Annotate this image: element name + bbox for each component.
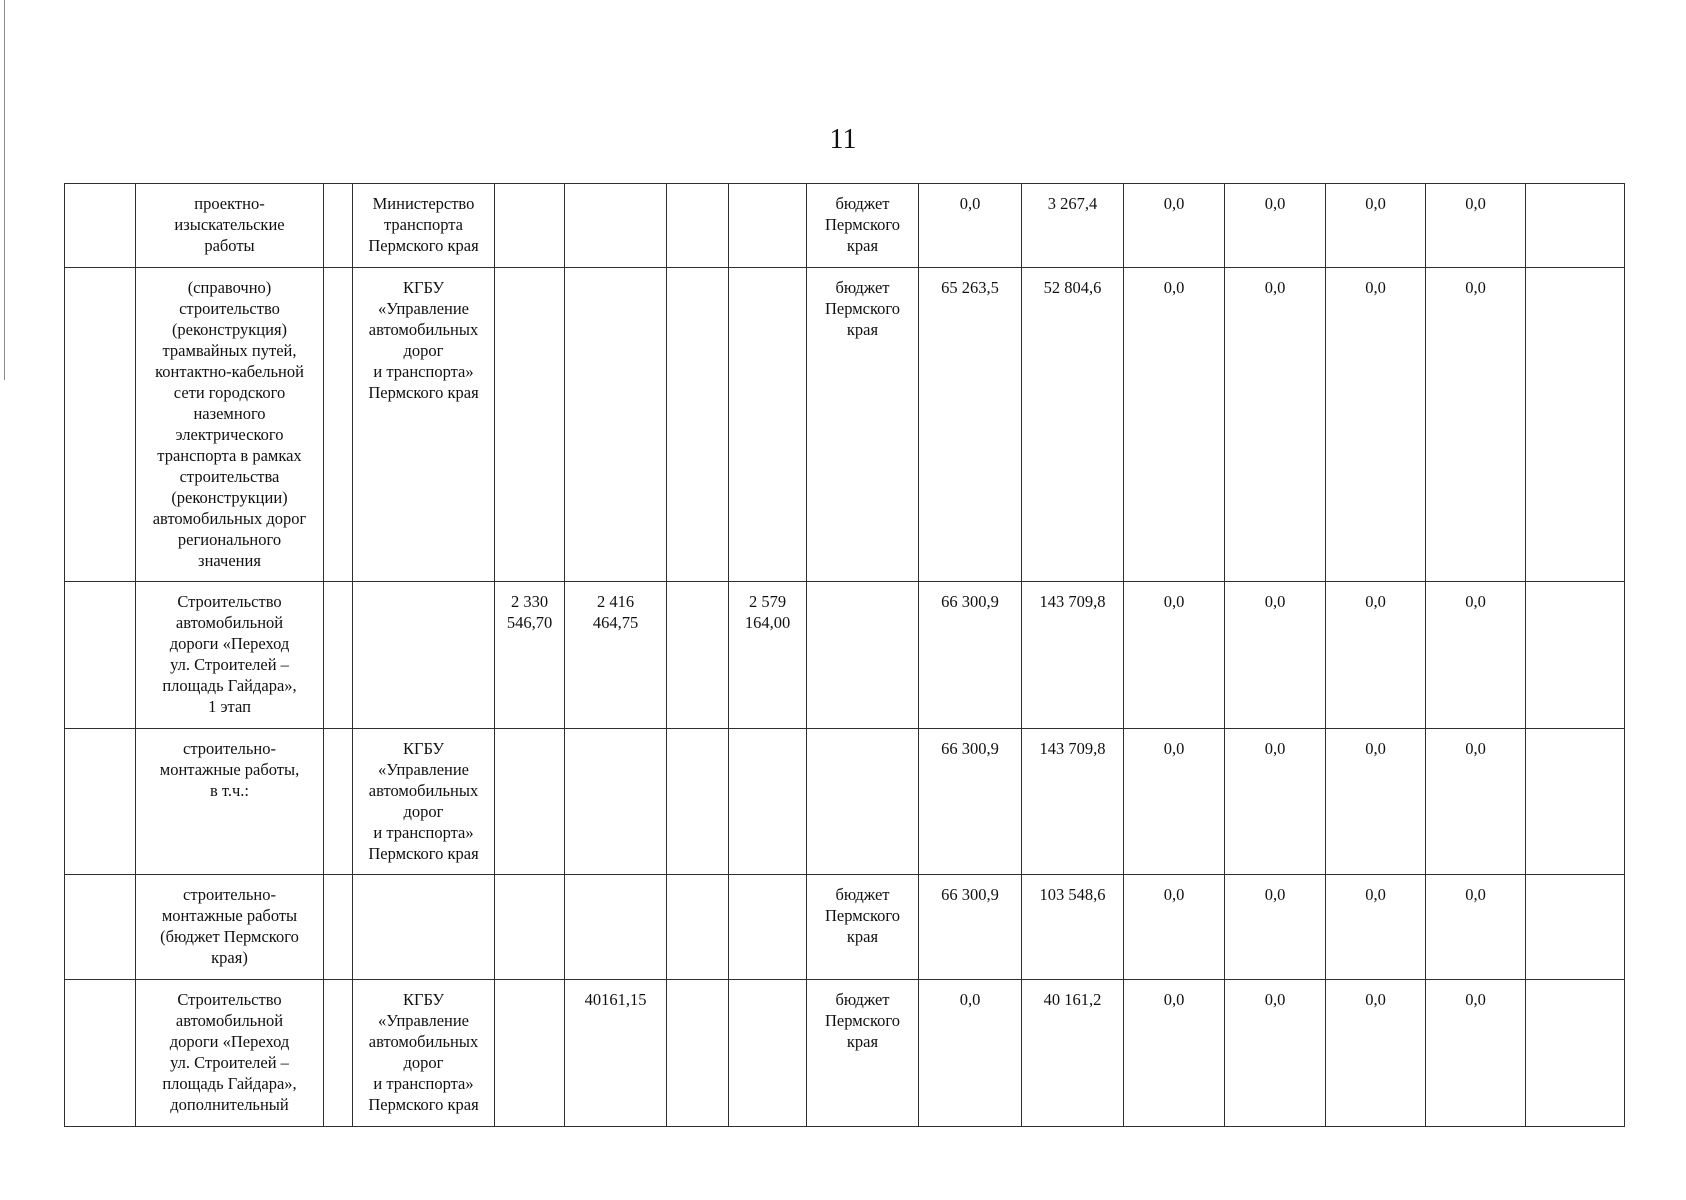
table-cell: КГБУ «Управление автомобильных дорог и транспорта» Пермского края (353, 729, 495, 875)
table-cell (667, 875, 729, 980)
table-cell: 66 300,9 (919, 729, 1022, 875)
table-cell (495, 184, 565, 268)
table-cell (667, 582, 729, 729)
table-cell (353, 875, 495, 980)
table-cell: 0,0 (1225, 582, 1326, 729)
table-cell: (справочно) строительство (реконструкция) трамвайных путей, контактно-кабельной сети городского наземного электрического транспорта в рамках строительства (реконструкции) автомобильных дорог регионального значения (136, 268, 324, 582)
table-cell: 0,0 (1326, 582, 1426, 729)
table-cell: 66 300,9 (919, 875, 1022, 980)
table-cell: 40161,15 (565, 980, 667, 1127)
table-cell (495, 980, 565, 1127)
table-cell (324, 268, 353, 582)
table-cell (729, 980, 807, 1127)
table-cell: 143 709,8 (1022, 582, 1124, 729)
table-cell (65, 875, 136, 980)
table-cell: 66 300,9 (919, 582, 1022, 729)
table-cell (1526, 980, 1625, 1127)
table-cell: 2 579 164,00 (729, 582, 807, 729)
table-cell: Министерство транспорта Пермского края (353, 184, 495, 268)
table-cell (667, 184, 729, 268)
table-cell (729, 875, 807, 980)
table-cell: 0,0 (1225, 980, 1326, 1127)
table-cell: бюджет Пермского края (807, 268, 919, 582)
page-number: 11 (829, 124, 857, 155)
table-cell (1526, 582, 1625, 729)
table-cell: 0,0 (1426, 875, 1526, 980)
table-row (65, 268, 1625, 582)
table-cell: 0,0 (1225, 875, 1326, 980)
table-cell: КГБУ «Управление автомобильных дорог и транспорта» Пермского края (353, 268, 495, 582)
table-cell (495, 268, 565, 582)
table-cell: 0,0 (1225, 268, 1326, 582)
scan-edge-line (4, 0, 5, 380)
table-row (65, 582, 1625, 729)
table-cell (565, 184, 667, 268)
table-cell (729, 268, 807, 582)
table-cell (65, 980, 136, 1127)
table-cell: 2 330 546,70 (495, 582, 565, 729)
table-cell (324, 875, 353, 980)
table-cell: 103 548,6 (1022, 875, 1124, 980)
table-cell: 40 161,2 (1022, 980, 1124, 1127)
table-cell: 0,0 (1124, 729, 1225, 875)
table-cell (65, 268, 136, 582)
table-cell: 0,0 (1426, 980, 1526, 1127)
table-cell (1526, 184, 1625, 268)
table-cell: 0,0 (1124, 582, 1225, 729)
table-cell: 0,0 (1225, 729, 1326, 875)
table-cell: строительно- монтажные работы, в т.ч.: (136, 729, 324, 875)
table-cell (807, 582, 919, 729)
table-cell (667, 980, 729, 1127)
table-cell: 65 263,5 (919, 268, 1022, 582)
table-cell: 0,0 (1426, 268, 1526, 582)
table-cell (353, 582, 495, 729)
table-cell (729, 729, 807, 875)
table-cell (667, 729, 729, 875)
table-cell (324, 980, 353, 1127)
table-cell (495, 875, 565, 980)
table-cell (65, 729, 136, 875)
table-cell: КГБУ «Управление автомобильных дорог и транспорта» Пермского края (353, 980, 495, 1127)
table-cell: 52 804,6 (1022, 268, 1124, 582)
table-cell: бюджет Пермского края (807, 980, 919, 1127)
table-cell (667, 268, 729, 582)
table-row (65, 875, 1625, 980)
table-cell: 0,0 (1124, 184, 1225, 268)
table-cell: 0,0 (1326, 268, 1426, 582)
table-cell (65, 582, 136, 729)
budget-table (64, 183, 1625, 1127)
table-cell (565, 729, 667, 875)
table-cell (324, 582, 353, 729)
table-cell: 0,0 (1124, 875, 1225, 980)
table-cell: 0,0 (1326, 875, 1426, 980)
table-row (65, 980, 1625, 1127)
table-cell (729, 184, 807, 268)
table-cell: 0,0 (1124, 980, 1225, 1127)
table-cell: 0,0 (1426, 729, 1526, 875)
table-cell: 0,0 (1326, 980, 1426, 1127)
table-cell (1526, 875, 1625, 980)
table-cell: 0,0 (1426, 184, 1526, 268)
table-cell: 3 267,4 (1022, 184, 1124, 268)
table-cell (565, 268, 667, 582)
table-cell (807, 729, 919, 875)
table-cell: бюджет Пермского края (807, 184, 919, 268)
table-cell (1526, 729, 1625, 875)
table-cell: Строительство автомобильной дороги «Переход ул. Строителей – площадь Гайдара», 1 этап (136, 582, 324, 729)
table-cell: 0,0 (1426, 582, 1526, 729)
table-cell: 143 709,8 (1022, 729, 1124, 875)
table-cell: 0,0 (1124, 268, 1225, 582)
table-cell: проектно- изыскательские работы (136, 184, 324, 268)
table-cell (495, 729, 565, 875)
table-cell: 2 416 464,75 (565, 582, 667, 729)
table-row (65, 729, 1625, 875)
table-cell (324, 184, 353, 268)
table-cell (565, 875, 667, 980)
table-row (65, 184, 1625, 268)
table-cell: 0,0 (1326, 729, 1426, 875)
table-cell: 0,0 (919, 184, 1022, 268)
table-cell (1526, 268, 1625, 582)
table-cell: 0,0 (1225, 184, 1326, 268)
table-cell: бюджет Пермского края (807, 875, 919, 980)
table-cell: 0,0 (1326, 184, 1426, 268)
table-cell (65, 184, 136, 268)
table-cell: 0,0 (919, 980, 1022, 1127)
table-cell: строительно- монтажные работы (бюджет Пермского края) (136, 875, 324, 980)
table-cell (324, 729, 353, 875)
table-cell: Строительство автомобильной дороги «Переход ул. Строителей – площадь Гайдара», дополнительный (136, 980, 324, 1127)
